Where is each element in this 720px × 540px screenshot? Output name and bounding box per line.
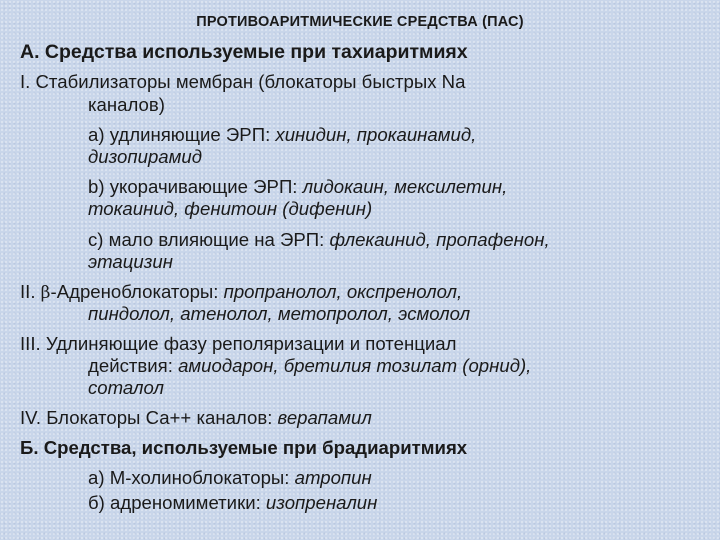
group2-line1 bbox=[20, 281, 462, 304]
group1-a-line2 bbox=[88, 146, 202, 168]
group3-label: действия: bbox=[88, 355, 179, 376]
group3-line1: III. Удлиняющие фазу реполяризации и потенциал bbox=[20, 333, 457, 354]
group2-drugs-cont: пиндолол, атенолол, метопролол, эсмолол bbox=[88, 303, 471, 324]
group2-label: -Адреноблокаторы: bbox=[50, 281, 224, 302]
group1-b-drugs-cont: токаинид, фенитоин (дифенин) bbox=[88, 198, 373, 219]
group4-label: IV. Блокаторы Са++ каналов: bbox=[20, 407, 278, 428]
group4-drugs: верапамил bbox=[277, 407, 372, 428]
groupB-a-line bbox=[88, 467, 372, 489]
group1-c-label: с) мало влияющие на ЭРП: bbox=[88, 229, 330, 250]
group1-b-line2 bbox=[88, 198, 372, 220]
group1-a-drugs-cont: дизопирамид bbox=[88, 146, 203, 167]
group1-c-drugs: флекаинид, пропафенон, bbox=[329, 229, 550, 250]
group3-drugs-cont: соталол bbox=[88, 377, 164, 398]
group1-a-label: а) удлиняющие ЭРП: bbox=[88, 124, 276, 145]
beta-symbol: β bbox=[40, 283, 51, 303]
groupB-b-label: б) адреномиметики: bbox=[88, 492, 266, 513]
group1-c-drugs-cont: этацизин bbox=[88, 251, 173, 272]
groupB-b-drugs: изопреналин bbox=[265, 492, 378, 513]
groupB-b-line bbox=[88, 492, 377, 514]
group1-a-line1 bbox=[88, 124, 476, 146]
groupB-a-drugs: атропин bbox=[294, 467, 372, 488]
group1-b-label: b) укорачивающие ЭРП: bbox=[88, 176, 303, 197]
group4-line bbox=[20, 407, 372, 429]
section-a-heading: А. Средства используемые при тахиаритмиях bbox=[20, 41, 468, 63]
group2-drugs: пропранолол, окспренолол, bbox=[223, 281, 463, 302]
slide-title: ПРОТИВОАРИТМИЧЕСКИЕ СРЕДСТВА (ПАС) bbox=[196, 14, 524, 30]
group1-c-line2 bbox=[88, 251, 173, 273]
group1-b-line1 bbox=[88, 176, 507, 198]
group1-heading-line1: I. Стабилизаторы мембран (блокаторы быстрых Na bbox=[20, 71, 466, 92]
group1-c-line1 bbox=[88, 229, 550, 251]
group3-line3 bbox=[88, 377, 164, 399]
groupB-a-label: а) М-холиноблокаторы: bbox=[88, 467, 295, 488]
group2-line2 bbox=[88, 303, 470, 325]
section-b-heading: Б. Средства, используемые при брадиаритмиях bbox=[20, 437, 468, 458]
group1-a-drugs: хинидин, прокаинамид, bbox=[275, 124, 477, 145]
group1-heading-line2: каналов) bbox=[88, 94, 165, 115]
group3-drugs: амиодарон, бретилия тозилат (орнид), bbox=[178, 355, 532, 376]
group3-line2 bbox=[88, 355, 531, 377]
group2-prefix: II. bbox=[20, 281, 41, 302]
group1-b-drugs: лидокаин, мексилетин, bbox=[302, 176, 508, 197]
